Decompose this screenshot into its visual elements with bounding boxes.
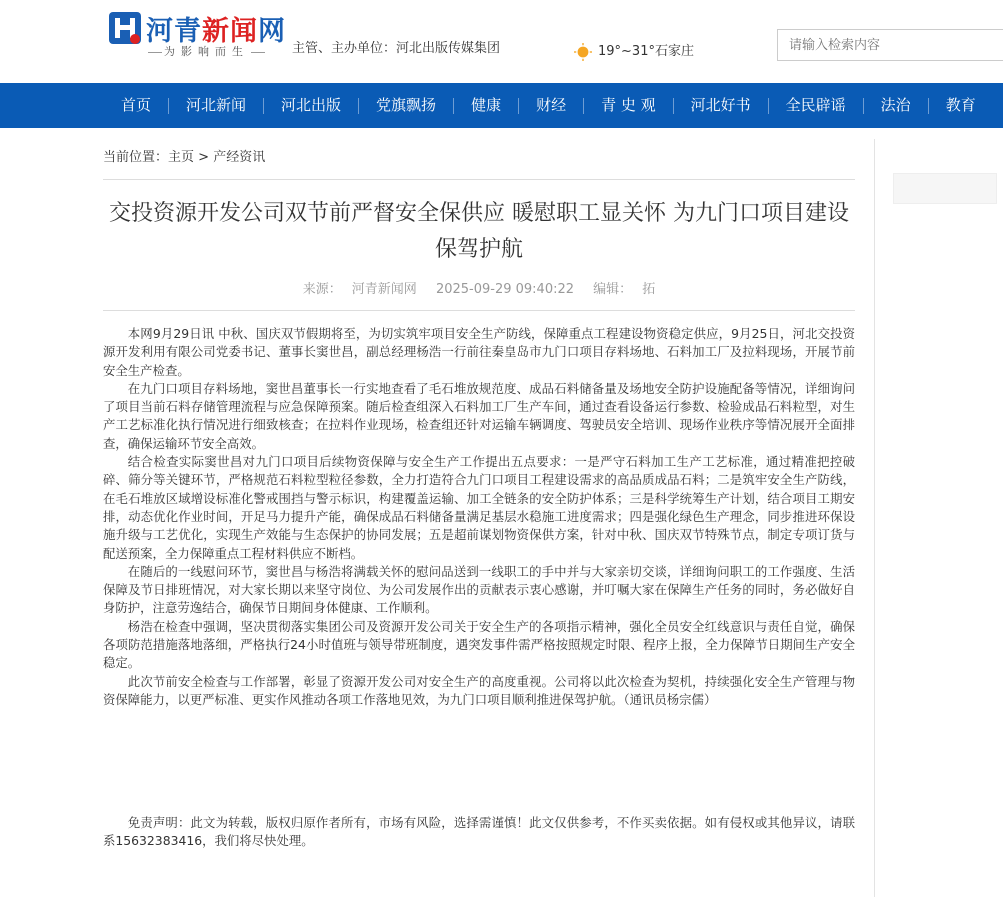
nav-list [0,83,1003,128]
nav-item [359,83,453,128]
nav-link[interactable]: 财经 [536,96,567,114]
search-box [777,29,1003,61]
article-title: 交投资源开发公司双节前严督安全保供应 暖慰职工显关怀 为九门口项目建设保驾护航 [109,201,849,262]
nav-link[interactable]: 全民辟谣 [785,96,846,114]
disclaimer: 免责声明：此文为转载，版权归原作者所有，市场有风险，选择需谨慎！此文仅供参考，不作买卖依据。如有侵权或其他异议，请联系15632383416，我们将尽快处理。 [103,815,855,849]
divider [103,310,855,311]
nav-link[interactable]: 健康 [471,96,502,114]
search-input[interactable] [778,30,999,60]
main-nav [0,83,1003,128]
nav-item [674,83,768,128]
article-meta [103,278,855,297]
source-value: 河青新闻网 [351,282,417,297]
nav-link[interactable]: 河北好书 [690,96,751,114]
breadcrumb-separator: > [194,150,214,165]
article-paragraph: 此次节前安全检查与工作部署，彰显了资源开发公司对安全生产的高度重视。公司将以此次检查为契机，持续强化安全生产管理与物资保障能力，以更严标准、更实作风推动各项工作落地见效，为九门口项目顺利推进保驾护航。（通讯员杨宗儒） [103,673,855,707]
divider [103,179,855,180]
nav-item [519,83,583,128]
breadcrumb-current-link[interactable]: 产经资讯 [213,150,266,165]
nav-item [769,83,863,128]
article-paragraph: 在九门口项目存料场地，窦世昌董事长一行实地查看了毛石堆放规范度、成品石料储备量及场地安全防护设施配备等情况，详细询问了项目当前石料存储管理流程与应急保障预案。随后检查组深入石料加工厂生产车间，通过查看设备运行参数、检验成品石料粒型，对生产工艺标准化执行情况进行细致核查；在拉料作业现场，检查组还针对运输车辆调度、驾驶员安全培训、现场作业秩序等情况展开全面排查，确保运输环节安全高效。 [103,380,855,451]
logo-slogan: 为影响而生 [146,43,267,59]
sun-icon [574,43,592,61]
logo-mark-icon [108,11,142,45]
source-label: 来源： [302,282,342,297]
site-logo[interactable] [108,9,298,59]
publish-datetime: 2025-09-29 09:40:22 [435,282,575,297]
editor-value: 拓 [642,282,656,297]
breadcrumb [103,146,265,165]
weather-widget [574,40,694,61]
nav-link[interactable]: 首页 [121,96,152,114]
nav-link[interactable]: 教育 [945,96,976,114]
nav-item [264,83,358,128]
sidebar-placeholder [893,173,997,204]
nav-item [169,83,263,128]
sponsor-text: 主管、主办单位：河北出版传媒集团 [292,41,501,56]
article-paragraph: 杨浩在检查中强调，坚决贯彻落实集团公司及资源开发公司关于安全生产的各项指示精神，强化全员安全红线意识与责任自觉，确保各项防范措施落地落细，严格执行24小时值班与领导带班制度，遇突发事件需严格按照规定时限、程序上报，全力保障节日期间生产安全稳定。 [103,618,855,671]
nav-link[interactable]: 党旗飘扬 [376,96,437,114]
nav-item [454,83,518,128]
article-paragraph: 结合检查实际窦世昌对九门口项目后续物资保障与安全生产工作提出五点要求：一是严守石料加工生产工艺标准，通过精准把控破碎、筛分等关键环节，严格规范石料粒型粒径参数，全力打造符合九门口项目工程建设需求的高品质成品石料；二是筑牢安全生产防线，在毛石堆放区域增设标准化警戒围挡与警示标识，构建覆盖运输、加工全链条的安全防护体系；三是科学统筹生产计划，结合项目工期安排，动态优化作业时间，开足马力提升产能，确保成品石料储备量满足基层水稳施工进度需求；四是强化绿色生产理念，同步推进环保设施升级与工艺优化，实现生产效能与生态保护的协同发展；五是超前谋划物资保供方案，针对中秋、国庆双节特殊节点，制定专项订货与配送预案，全力保障重点工程材料供应不断档。 [103,454,855,561]
nav-link[interactable]: 法治 [880,96,911,114]
site-header [0,0,1003,83]
logo-text: 河青新闻网 [146,16,286,47]
article-body [103,325,855,709]
article-paragraph: 在随后的一线慰问环节，窦世昌与杨浩将满载关怀的慰问品送到一线职工的手中并与大家亲切交谈，详细询问职工的工作强度、生活保障及节日排班情况，对大家长期以来坚守岗位、为公司发展作出的贡献表示衷心感谢，并叮嘱大家在保障生产任务的同时，务必做好自身防护，注意劳逸结合，确保节日期间身体健康、工作顺利。 [103,563,855,616]
article-paragraph: 本网9月29日讯 中秋、国庆双节假期将至，为切实筑牢项目安全生产防线，保障重点工程建设物资稳定供应，9月25日，河北交投资源开发利用有限公司党委书记、董事长窦世昌，副总经理杨浩一行前往秦皇岛市九门口项目存料场地、石料加工厂及拉料现场，开展节前安全生产检查。 [103,326,855,378]
editor-label: 编辑： [593,282,633,297]
nav-item [864,83,928,128]
nav-item [104,83,168,128]
nav-link[interactable]: 河北出版 [281,96,342,114]
weather-text: 19°~31°石家庄 [598,44,694,59]
nav-link[interactable]: 河北新闻 [186,96,247,114]
sidebar-divider [874,139,875,897]
breadcrumb-prefix: 当前位置： [103,150,169,165]
nav-item [929,83,993,128]
nav-link[interactable]: 青 史 观 [601,96,656,114]
nav-item [584,83,673,128]
breadcrumb-home-link[interactable]: 主页 [168,150,195,165]
